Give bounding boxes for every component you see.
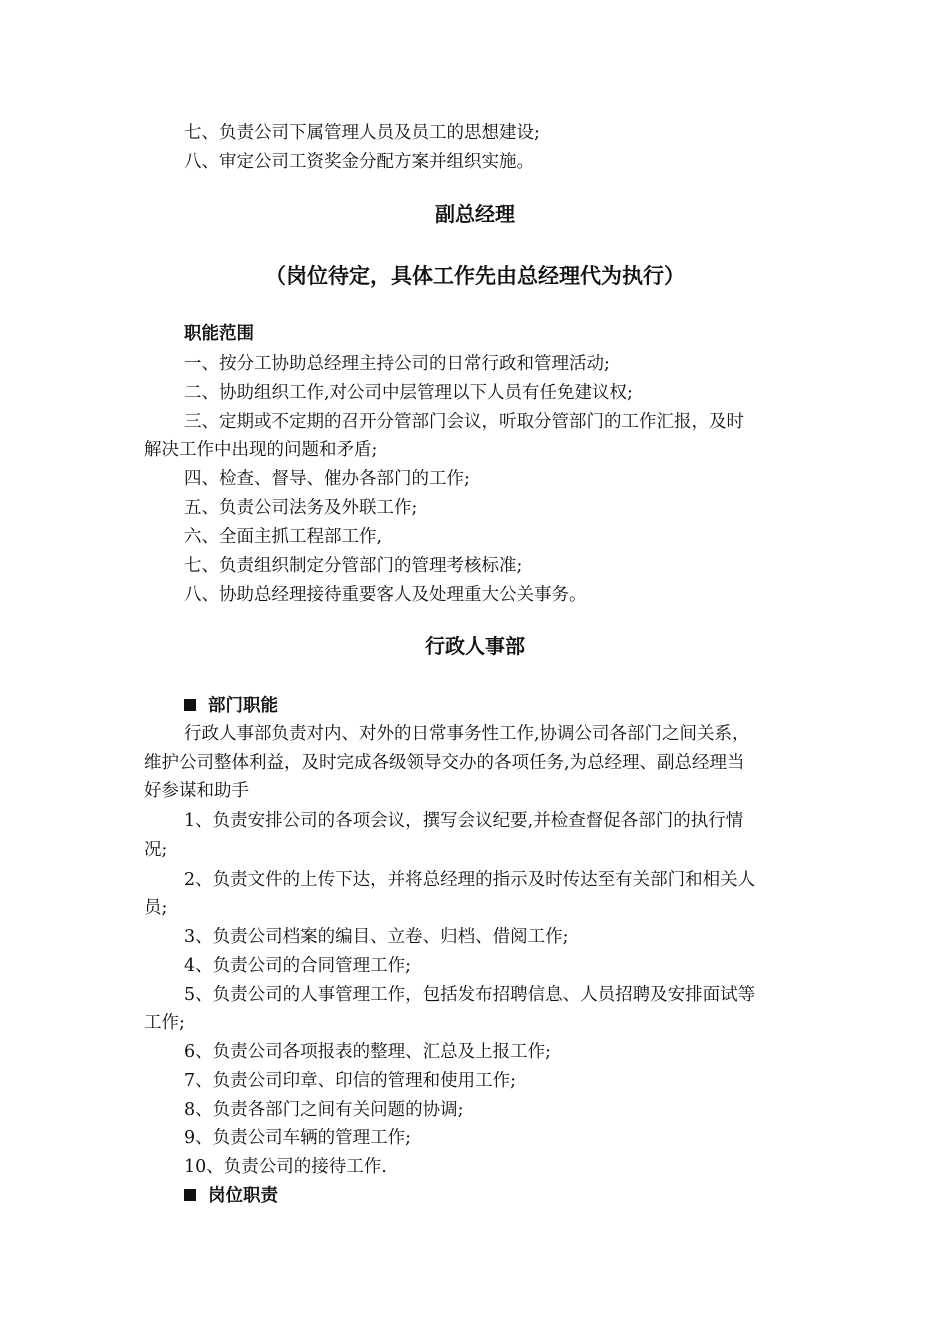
paragraph-line: 行政人事部负责对内、对外的日常事务性工作,协调公司各部门之间关系， — [184, 724, 750, 744]
list-item: 八、协助总经理接待重要客人及处理重大公关事务。 — [184, 585, 587, 605]
list-item: 8、负责各部门之间有关问题的协调; — [184, 1100, 464, 1120]
section-title: 行政人事部 — [425, 634, 525, 658]
list-item: 六、全面主抓工程部工作, — [184, 527, 383, 547]
list-item: 1、负责安排公司的各项会议，撰写会议纪要,并检查督促各部门的执行情 — [184, 811, 744, 831]
list-item: 五、负责公司法务及外联工作; — [184, 498, 418, 518]
square-bullet-icon — [184, 1189, 196, 1201]
section-subtitle: （岗位待定，具体工作先由总经理代为执行） — [265, 264, 685, 288]
heading-text: 部门职能 — [208, 696, 278, 716]
list-item: 2、负责文件的上传下达，并将总经理的指示及时传达至有关部门和相关人 — [184, 870, 756, 890]
list-item: 6、负责公司各项报表的整理、汇总及上报工作; — [184, 1042, 552, 1062]
list-item-continuation: 员; — [144, 898, 168, 918]
list-item: 三、定期或不定期的召开分管部门会议，听取分管部门的工作汇报，及时 — [184, 412, 744, 432]
heading-text: 岗位职责 — [208, 1186, 278, 1206]
paragraph-line: 好参谋和助手 — [144, 781, 249, 801]
list-item: 10、负责公司的接待工作. — [184, 1157, 387, 1177]
list-item: 二、协助组织工作,对公司中层管理以下人员有任免建议权; — [184, 383, 633, 403]
list-item: 七、负责公司下属管理人员及员工的思想建设; — [184, 123, 540, 143]
list-item: 一、按分工协助总经理主持公司的日常行政和管理活动; — [184, 354, 610, 374]
list-item: 四、检查、督导、催办各部门的工作; — [184, 469, 470, 489]
paragraph-line: 维护公司整体利益，及时完成各级领导交办的各项任务,为总经理、副总经理当 — [144, 753, 745, 773]
list-item: 7、负责公司印章、印信的管理和使用工作; — [184, 1071, 517, 1091]
list-item: 9、负责公司车辆的管理工作; — [184, 1128, 412, 1148]
list-item: 七、负责组织制定分管部门的管理考核标准; — [184, 556, 523, 576]
subsection-heading — [184, 1182, 812, 1210]
list-item-continuation: 工作; — [144, 1013, 185, 1033]
list-item: 八、审定公司工资奖金分配方案并组织实施。 — [184, 152, 534, 172]
square-bullet-icon — [184, 699, 196, 711]
subsection-heading: 职能范围 — [184, 324, 254, 344]
list-item: 5、负责公司的人事管理工作，包括发布招聘信息、人员招聘及安排面试等 — [184, 985, 756, 1005]
list-item-continuation: 况; — [144, 840, 168, 860]
section-title: 副总经理 — [435, 202, 515, 226]
subsection-heading — [184, 692, 812, 720]
list-item-continuation: 解决工作中出现的问题和矛盾; — [144, 440, 378, 460]
list-item: 3、负责公司档案的编目、立卷、归档、借阅工作; — [184, 927, 569, 947]
list-item: 4、负责公司的合同管理工作; — [184, 956, 412, 976]
